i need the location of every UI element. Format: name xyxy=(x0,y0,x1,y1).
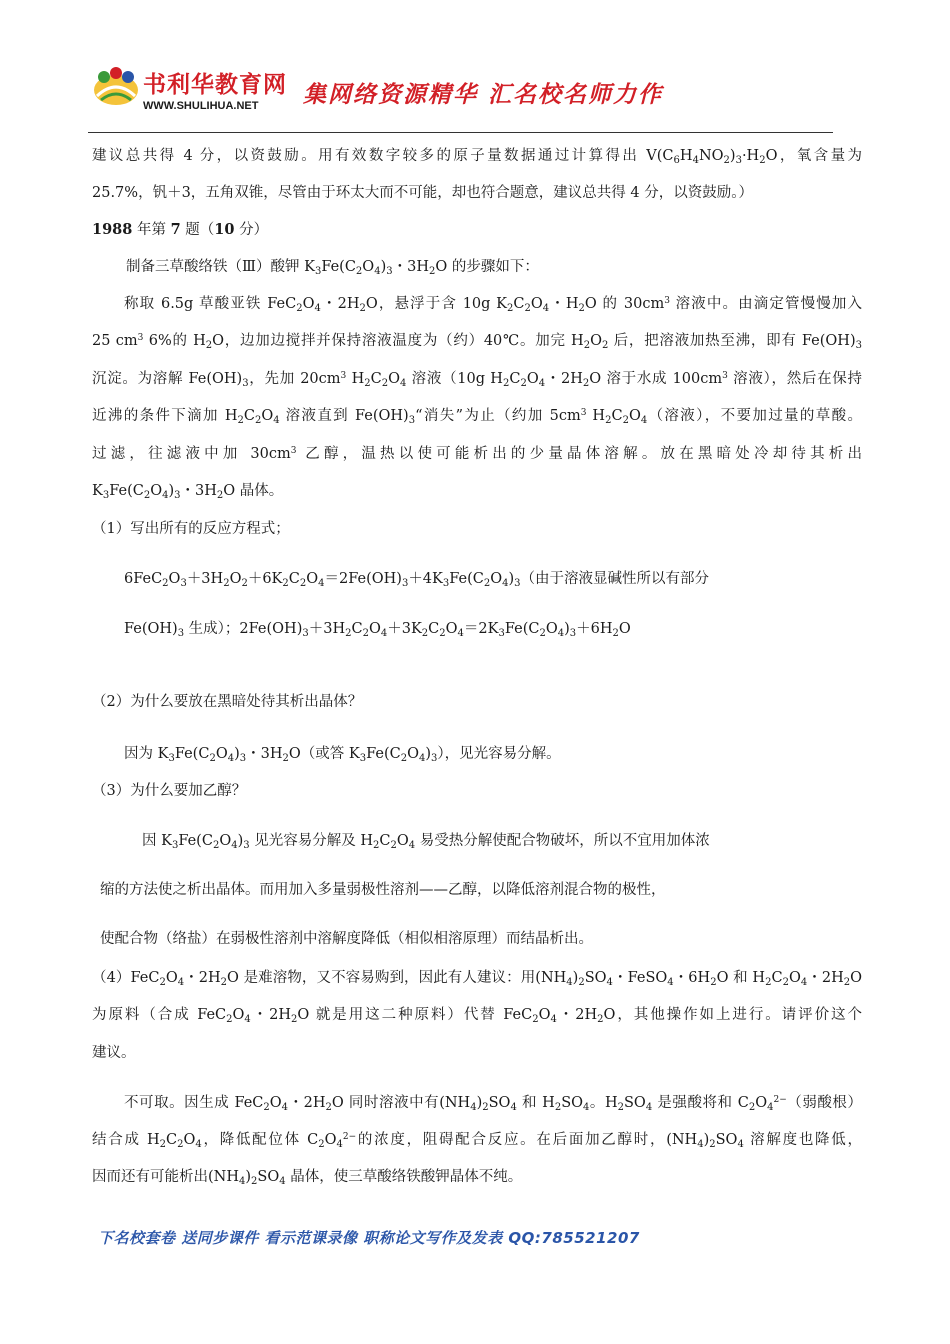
text-line: 25 $cm^3$ 6%的 $H_2O$，边加边搅拌并保持溶液温度为（约）40℃。加完 $H_2O_2$ 后，把溶液加热至沸，即有 $Fe(OH)_3$ xyxy=(92,333,862,351)
question-4: 建议。 xyxy=(92,1045,136,1061)
text-line: 沉淀。为溶解 $Fe(OH)_3$，先加 $20cm^3$ $H_2C_2O_4$ 溶液（10g $H_2C_2O_4$・$2H_2O$ 溶于水成 $100cm^3$ 溶液），然后在保持 xyxy=(92,371,863,389)
question-2: （2）为什么要放在黑暗处待其析出晶体？ xyxy=(92,694,363,710)
question-3: （3）为什么要加乙醇？ xyxy=(92,783,247,799)
question-4: $(4)FeC_2O_4$・$2H_2O$ 是难溶物，又不容易购到，因此有人建议：用$(NH_4)_2SO_4$・FeSO$_4$・$6H_2O$ 和 $H_2C_2O_4$・$2H_2O$ xyxy=(92,970,863,988)
answer-text: 使配合物（络盐）在弱极性溶剂中溶解度降低（相似相溶原理）而结晶析出。 xyxy=(100,931,593,947)
text-line: 称取 6.5g 草酸亚铁 $FeC_2O_4$・$2H_2O$，悬浮于含 10g $K_2C_2O_4$・$H_2O$ 的 $30cm^3$ 溶液中。由滴定管慢慢加入 xyxy=(124,296,863,314)
text-line: 制备三草酸络铁（Ⅲ）酸钾 $K_3Fe(C_2O_4)_3$・$3H_2O$ 的步骤如下： xyxy=(126,259,539,277)
answer-text: 不可取。因生成 $FeC_2O_4$・$2H_2O$ 同时溶液中有$(NH_4)_2SO_4$ 和 $H_2SO_4$。$H_2SO_4$ 是强酸将和 $C_2O_4^{2-}$（弱酸根） xyxy=(124,1095,862,1113)
logo-icon xyxy=(93,66,139,106)
logo-url: WWW.SHULIHUA.NET xyxy=(143,100,259,112)
text-line: 建议总共得 4 分，以资鼓励。用有效数字较多的原子量数据通过计算得出 $V(C_6H_4NO_2)_3\cdot H_2O$，氧含量为 xyxy=(92,148,862,166)
header-divider xyxy=(88,132,833,133)
text-line: 过滤，往滤液中加 $30cm^3$ 乙醇，温热以使可能析出的少量晶体溶解。放在黑暗处冷却待其析出 xyxy=(92,446,862,462)
answer-text: 因为 $K_3Fe(C_2O_4)_3$・$3H_2O$（或答 $K_3Fe(C_2O_4)_3$），见光容易分解。 xyxy=(124,746,561,764)
text-line: 25.7%，钒＋3，五角双锥，尽管由于环太大而不可能，却也符合题意，建议总共得 4 分，以资鼓励。） xyxy=(92,185,753,201)
header-slogan: 集网络资源精华 汇名校名师力作 xyxy=(303,82,664,108)
question-4: 为原料（合成 $FeC_2O_4$・$2H_2O$ 就是用这二种原料）代替 $FeC_2O_4$・$2H_2O$，其他操作如上进行。请评价这个 xyxy=(92,1007,863,1025)
answer-text: 结合成 $H_2C_2O_4$，降低配位体 $C_2O_4^{2-}$的浓度，阻碍配合反应。在后面加乙醇时，$(NH_4)_2SO_4$ 溶解度也降低， xyxy=(92,1132,862,1150)
page-header xyxy=(93,62,833,132)
footer-promo: 下名校套卷 送同步课件 看示范课录像 职称论文写作及发表 QQ:785521207 xyxy=(98,1229,640,1247)
problem-heading: 1988 年第 7 题（10 分） xyxy=(92,221,269,238)
logo-name: 书利华教育网 xyxy=(143,72,287,98)
answer-text: 因 $K_3Fe(C_2O_4)_3$ 见光容易分解及 $H_2C_2O_4$ 易受热分解使配合物破坏，所以不宜用加体浓 xyxy=(142,833,710,851)
question-1: （1）写出所有的反应方程式； xyxy=(92,521,290,537)
answer-text: 因而还有可能析出$(NH_4)_2SO_4$ 晶体，使三草酸络铁酸钾晶体不纯。 xyxy=(92,1169,523,1187)
text-line: $K_3Fe(C_2O_4)_3$・$3H_2O$ 晶体。 xyxy=(92,483,284,501)
answer-equation: $Fe(OH)_3$ 生成）；$2Fe(OH)_3+3H_2C_2O_4+3K_2C_2O_4=2K_3Fe(C_2O_4)_3+6H_2O$ xyxy=(124,621,631,639)
text-line: 近沸的条件下滴加 $H_2C_2O_4$ 溶液直到 $Fe(OH)_3“$消失”为止（约加 $5cm^3$ $H_2C_2O_4$（溶液），不要加过量的草酸。 xyxy=(92,408,862,426)
answer-text: 缩的方法使之析出晶体。而用加入多量弱极性溶剂——乙醇，以降低溶剂混合物的极性， xyxy=(100,882,666,898)
answer-equation: $6FeC_2O_3+3H_2O_2+6K_2C_2O_4=2Fe(OH)_3+4K_3Fe(C_2O_4)_3$（由于溶液显碱性所以有部分 xyxy=(124,571,710,589)
